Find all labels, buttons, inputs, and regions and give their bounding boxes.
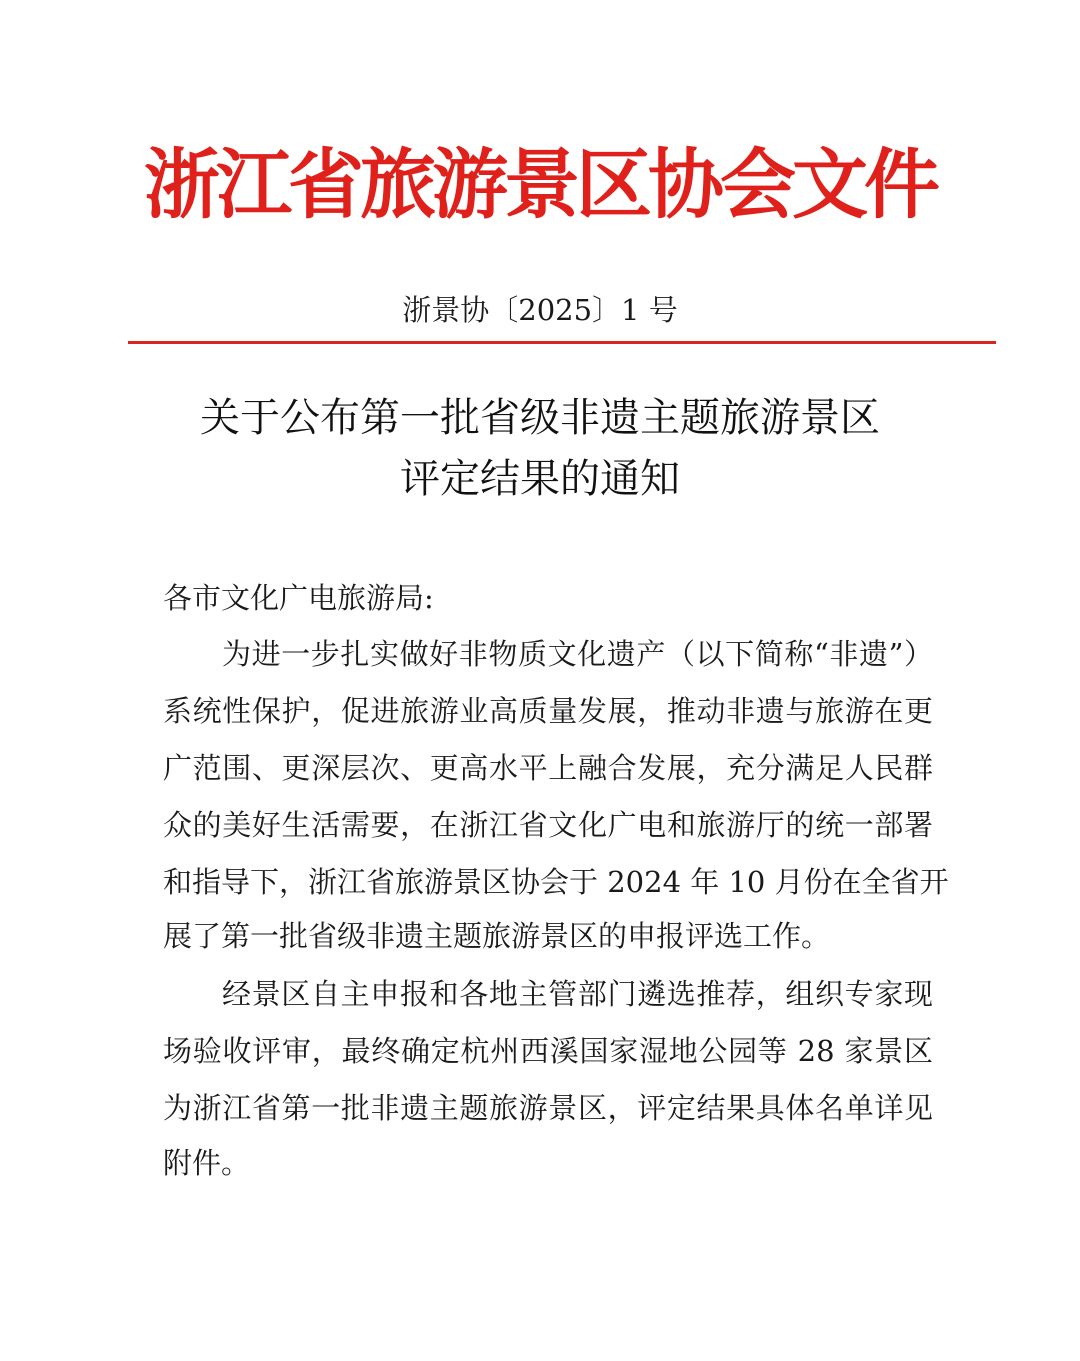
issuing-organization-header: 浙江省旅游景区协会文件 bbox=[144, 140, 936, 229]
red-divider-rule bbox=[128, 341, 996, 344]
document-number: 浙景协〔2025〕1 号 bbox=[402, 293, 678, 327]
paragraph-2-line-3: 为浙江省第一批非遗主题旅游景区，评定结果具体名单详见 bbox=[163, 1091, 933, 1125]
salutation: 各市文化广电旅游局: bbox=[163, 581, 434, 615]
paragraph-2-line-4: 附件。 bbox=[163, 1146, 251, 1180]
notice-title-line-1: 关于公布第一批省级非遗主题旅游景区 bbox=[200, 395, 880, 441]
paragraph-2-line-2: 场验收评审，最终确定杭州西溪国家湿地公园等 28 家景区 bbox=[163, 1034, 933, 1068]
paragraph-1-line-6: 展了第一批省级非遗主题旅游景区的申报评选工作。 bbox=[163, 919, 831, 953]
paragraph-1-line-4: 众的美好生活需要，在浙江省文化广电和旅游厅的统一部署 bbox=[163, 808, 933, 842]
paragraph-1-line-1: 为进一步扎实做好非物质文化遗产（以下简称“非遗”） bbox=[222, 637, 933, 671]
notice-title-line-2: 评定结果的通知 bbox=[400, 456, 680, 502]
paragraph-1-line-2: 系统性保护，促进旅游业高质量发展，推动非遗与旅游在更 bbox=[163, 694, 933, 728]
paragraph-1-line-3: 广范围、更深层次、更高水平上融合发展，充分满足人民群 bbox=[163, 751, 933, 785]
paragraph-1-line-5: 和指导下，浙江省旅游景区协会于 2024 年 10 月份在全省开 bbox=[163, 865, 949, 899]
paragraph-2-line-1: 经景区自主申报和各地主管部门遴选推荐，组织专家现 bbox=[222, 977, 933, 1011]
